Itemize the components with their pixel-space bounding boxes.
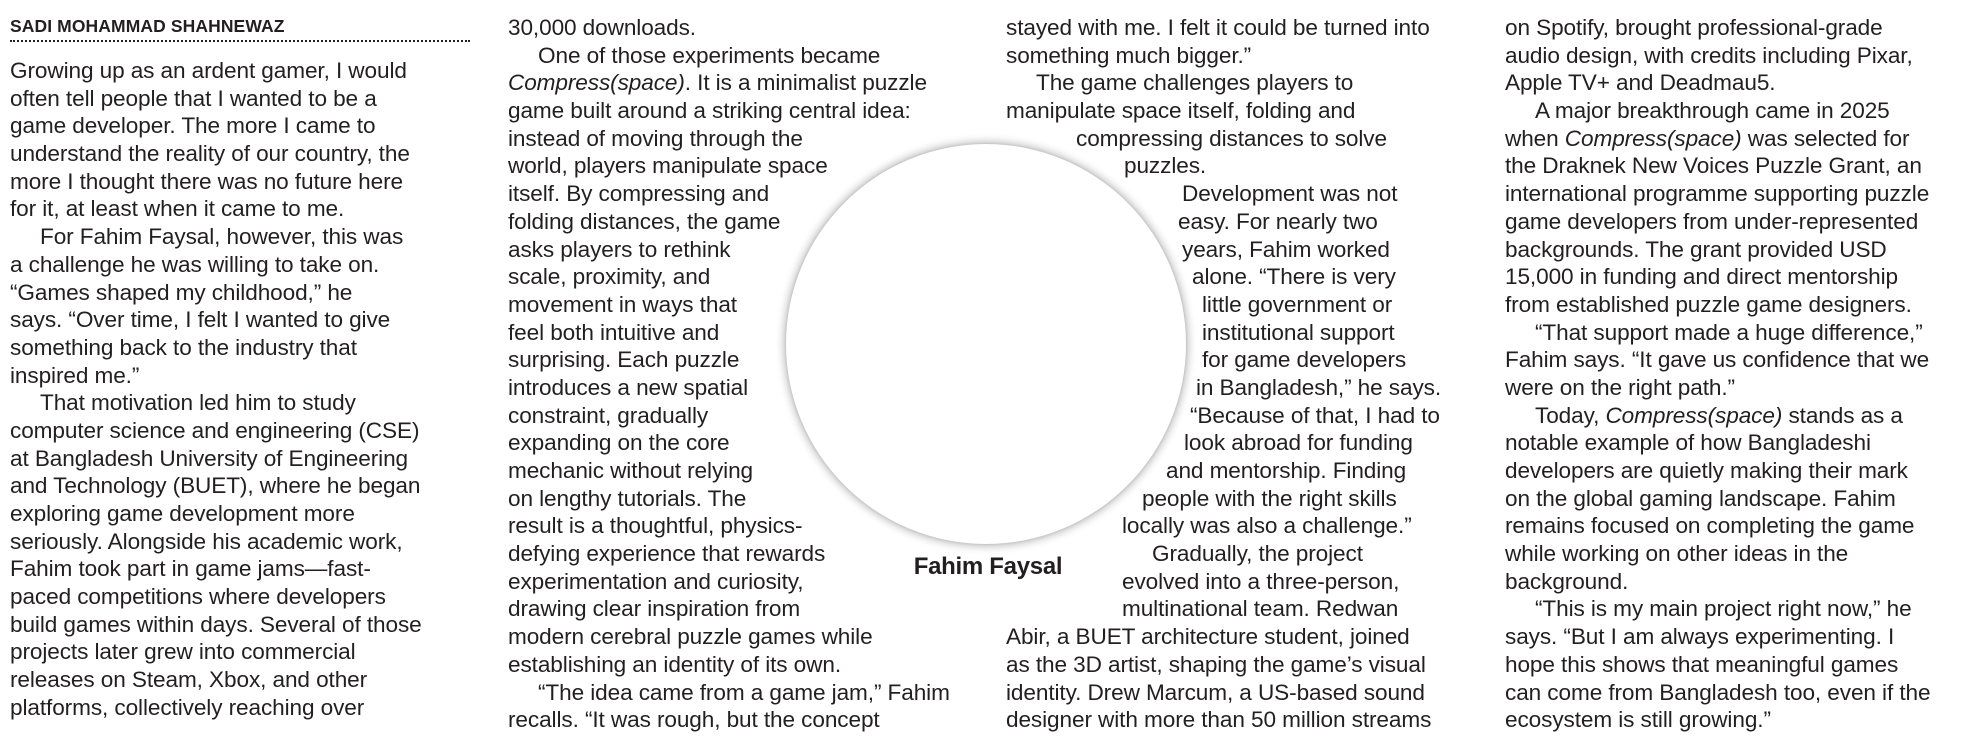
text-line (508, 14, 978, 42)
text-run: were on the right path.” (1505, 374, 1735, 400)
text-run: asks players to rethink (508, 236, 731, 262)
byline-divider (10, 40, 470, 42)
text-line (1006, 623, 1476, 651)
text-line (1505, 485, 1967, 513)
text-line (10, 195, 480, 223)
text-run: says. “But I am always experimenting. I (1505, 624, 1895, 650)
text-run: platforms, collectively reaching over (10, 694, 365, 720)
text-line (1505, 42, 1967, 70)
text-run: background. (1505, 568, 1629, 594)
text-line (508, 679, 978, 707)
text-run: says. “Over time, I felt I wanted to give (10, 307, 391, 333)
text-run: result is a thoughtful, physics- (508, 513, 803, 539)
text-line (10, 528, 480, 556)
text-run: surprising. Each puzzle (508, 347, 740, 373)
text-run: on lengthy tutorials. The (508, 485, 747, 511)
text-line (508, 69, 978, 97)
text-run: compressing distances to solve (1076, 125, 1387, 151)
text-run: One of those experiments became (538, 42, 881, 68)
text-line (1505, 346, 1967, 374)
text-run: “The idea came from a game jam,” Fahim (538, 679, 950, 705)
text-line (1006, 651, 1476, 679)
text-run: ecosystem is still growing.” (1505, 707, 1771, 733)
photo-caption: Fahim Faysal (913, 553, 1063, 580)
text-line (1006, 69, 1476, 97)
text-run: often tell people that I wanted to be a (10, 85, 377, 111)
text-run: Apple TV+ and Deadmau5. (1505, 70, 1776, 96)
text-run: establishing an identity of its own. (508, 651, 841, 677)
text-line (10, 417, 480, 445)
text-run: Today, (1535, 402, 1606, 428)
text-run: a challenge he was willing to take on. (10, 251, 380, 277)
text-run: “That support made a huge difference,” (1535, 319, 1923, 345)
text-line (10, 666, 480, 694)
text-run: remains focused on completing the game (1505, 513, 1915, 539)
text-run: Development was not (1182, 181, 1398, 207)
text-line (10, 334, 480, 362)
text-line (1505, 706, 1967, 734)
text-run: when (1505, 125, 1565, 151)
text-run: 15,000 in funding and direct mentorship (1505, 264, 1899, 290)
text-run: on the global gaming landscape. Fahim (1505, 485, 1896, 511)
text-run: folding distances, the game (508, 208, 781, 234)
text-run: for it, at least when it came to me. (10, 196, 345, 222)
text-line (10, 583, 480, 611)
text-run: drawing clear inspiration from (508, 596, 801, 622)
text-line (508, 42, 978, 70)
text-run: Gradually, the project (1152, 541, 1363, 567)
text-line (1505, 236, 1967, 264)
text-line (1505, 125, 1967, 153)
text-line (508, 706, 978, 734)
text-run: paced competitions where developers (10, 584, 386, 610)
text-run: exploring game development more (10, 501, 355, 526)
text-run: defying experience that rewards (508, 541, 826, 567)
text-line (10, 251, 480, 279)
text-line (10, 472, 480, 500)
text-run: in Bangladesh,” he says. (1196, 374, 1442, 400)
text-run: feel both intuitive and (508, 319, 720, 345)
text-line (1505, 374, 1967, 402)
text-run: easy. For nearly two (1178, 208, 1378, 234)
text-run: . It is a minimalist puzzle (684, 70, 927, 96)
text-run: projects later grew into commercial (10, 639, 356, 665)
text-line (1505, 595, 1967, 623)
text-line (1505, 97, 1967, 125)
text-run: A major breakthrough came in 2025 (1535, 98, 1890, 124)
text-run: on Spotify, brought professional-grade (1505, 15, 1883, 40)
text-line (508, 651, 978, 679)
text-run: as the 3D artist, shaping the game’s visual (1006, 651, 1426, 677)
text-line (10, 500, 480, 528)
text-run: world, players manipulate space (508, 153, 828, 179)
text-line (1505, 623, 1967, 651)
text-run: people with the right skills (1142, 485, 1397, 511)
text-run: manipulate space itself, folding and (1006, 98, 1356, 124)
text-run: Abir, a BUET architecture student, joined (1006, 624, 1410, 650)
text-run: locally was also a challenge.” (1122, 513, 1412, 539)
text-run: was selected for (1741, 125, 1910, 151)
text-line (1505, 457, 1967, 485)
portrait-photo-circle (786, 144, 1186, 544)
text-line (1006, 595, 1476, 623)
text-line (1505, 651, 1967, 679)
game-title-italic: Compress(space) (1605, 402, 1783, 428)
text-run: inspired me.” (10, 362, 140, 388)
text-line (1505, 512, 1967, 540)
text-line (1006, 706, 1476, 734)
text-line (1505, 69, 1967, 97)
text-line (10, 140, 480, 168)
byline: SADI MOHAMMAD SHAHNEWAZ (10, 16, 285, 36)
text-run: stayed with me. I felt it could be turned into (1006, 15, 1430, 40)
text-run: international programme supporting puzzle (1505, 181, 1930, 207)
article-column-4 (1505, 14, 1967, 734)
text-run: look abroad for funding (1184, 430, 1413, 456)
text-run: and Technology (BUET), where he began (10, 473, 421, 499)
text-run: and mentorship. Finding (1166, 458, 1407, 483)
text-run: identity. Drew Marcum, a US-based sound (1006, 679, 1425, 705)
text-run: something much bigger.” (1006, 42, 1252, 68)
text-line (508, 595, 978, 623)
text-line (1006, 679, 1476, 707)
text-line (10, 555, 480, 583)
text-run: game developers from under-represented (1505, 208, 1919, 234)
text-line (10, 306, 480, 334)
text-line (508, 125, 978, 153)
text-run: introduces a new spatial (508, 374, 748, 400)
text-run: Growing up as an ardent gamer, I would (10, 58, 407, 83)
text-run: mechanic without relying (508, 458, 753, 483)
text-run: game developer. The more I came to (10, 113, 376, 139)
text-line (10, 223, 480, 251)
text-run: institutional support (1202, 319, 1395, 345)
game-title-italic: Compress(space) (508, 70, 685, 96)
column-text (10, 57, 480, 722)
text-run: expanding on the core (508, 430, 730, 456)
text-line (10, 389, 480, 417)
text-line (1505, 14, 1967, 42)
text-run: developers are quietly making their mark (1505, 458, 1908, 483)
article-column-1 (10, 14, 480, 722)
text-line (10, 694, 480, 722)
text-run: That motivation led him to study (40, 390, 356, 416)
text-line (10, 445, 480, 473)
text-line (10, 279, 480, 307)
text-line (508, 97, 978, 125)
text-run: designer with more than 50 million streams (1006, 707, 1432, 733)
text-run: Fahim took part in game jams—fast- (10, 556, 371, 582)
text-line (1505, 679, 1967, 707)
text-run: little government or (1202, 291, 1393, 317)
text-line (1006, 42, 1476, 70)
text-line (10, 57, 480, 85)
text-run: game built around a striking central idea: (508, 98, 911, 124)
text-run: while working on other ideas in the (1505, 541, 1849, 567)
text-run: 30,000 downloads. (508, 15, 696, 40)
text-line (1505, 568, 1967, 596)
text-run: stands as a (1782, 402, 1903, 428)
text-run: computer science and engineering (CSE) (10, 417, 420, 443)
text-run: hope this shows that meaningful games (1505, 651, 1899, 677)
text-run: more I thought there was no future here (10, 168, 403, 194)
text-run: “This is my main project right now,” he (1535, 596, 1912, 622)
text-run: audio design, with credits including Pixar, (1505, 42, 1913, 68)
text-run: “Games shaped my childhood,” he (10, 279, 353, 305)
text-line (508, 623, 978, 651)
column-text (1505, 14, 1967, 734)
text-line (1006, 14, 1476, 42)
text-run: from established puzzle game designers. (1505, 291, 1912, 317)
text-line (1505, 319, 1967, 347)
text-run: backgrounds. The grant provided USD (1505, 236, 1887, 262)
text-run: For Fahim Faysal, however, this was (40, 224, 404, 250)
text-run: at Bangladesh University of Engineering (10, 445, 409, 471)
text-line (1006, 97, 1476, 125)
text-line (1505, 263, 1967, 291)
text-run: can come from Bangladesh too, even if the (1505, 679, 1931, 705)
text-run: releases on Steam, Xbox, and other (10, 667, 368, 693)
text-line (10, 85, 480, 113)
text-line (1505, 291, 1967, 319)
text-run: evolved into a three-person, (1122, 568, 1400, 594)
text-line (1505, 208, 1967, 236)
text-line (10, 362, 480, 390)
text-line (10, 112, 480, 140)
text-run: notable example of how Bangladeshi (1505, 430, 1871, 456)
text-run: puzzles. (1124, 153, 1207, 179)
text-run: scale, proximity, and (508, 264, 711, 290)
text-run: itself. By compressing and (508, 181, 770, 207)
text-run: years, Fahim worked (1182, 236, 1390, 262)
text-run: “Because of that, I had to (1190, 402, 1440, 428)
text-run: instead of moving through the (508, 125, 803, 151)
text-line (1505, 540, 1967, 568)
text-line (10, 638, 480, 666)
text-line (1006, 125, 1476, 153)
text-line (1505, 429, 1967, 457)
game-title-italic: Compress(space) (1564, 125, 1742, 151)
text-run: experimentation and curiosity, (508, 568, 804, 594)
text-run: Fahim says. “It gave us confidence that we (1505, 347, 1930, 373)
text-line (1505, 180, 1967, 208)
text-run: movement in ways that (508, 291, 737, 317)
text-run: The game challenges players to (1036, 70, 1354, 96)
text-run: understand the reality of our country, the (10, 141, 410, 167)
text-run: something back to the industry that (10, 334, 357, 360)
text-run: for game developers (1202, 347, 1407, 373)
text-run: recalls. “It was rough, but the concept (508, 707, 880, 733)
text-run: constraint, gradually (508, 402, 709, 428)
text-run: build games within days. Several of those (10, 611, 422, 637)
text-run: seriously. Alongside his academic work, (10, 528, 403, 554)
text-run: modern cerebral puzzle games while (508, 624, 873, 650)
text-line (1505, 152, 1967, 180)
text-run: multinational team. Redwan (1122, 596, 1399, 622)
text-line (1505, 402, 1967, 430)
text-run: the Draknek New Voices Puzzle Grant, an (1505, 153, 1922, 179)
text-run: alone. “There is very (1192, 264, 1396, 290)
text-line (10, 168, 480, 196)
text-line (10, 611, 480, 639)
